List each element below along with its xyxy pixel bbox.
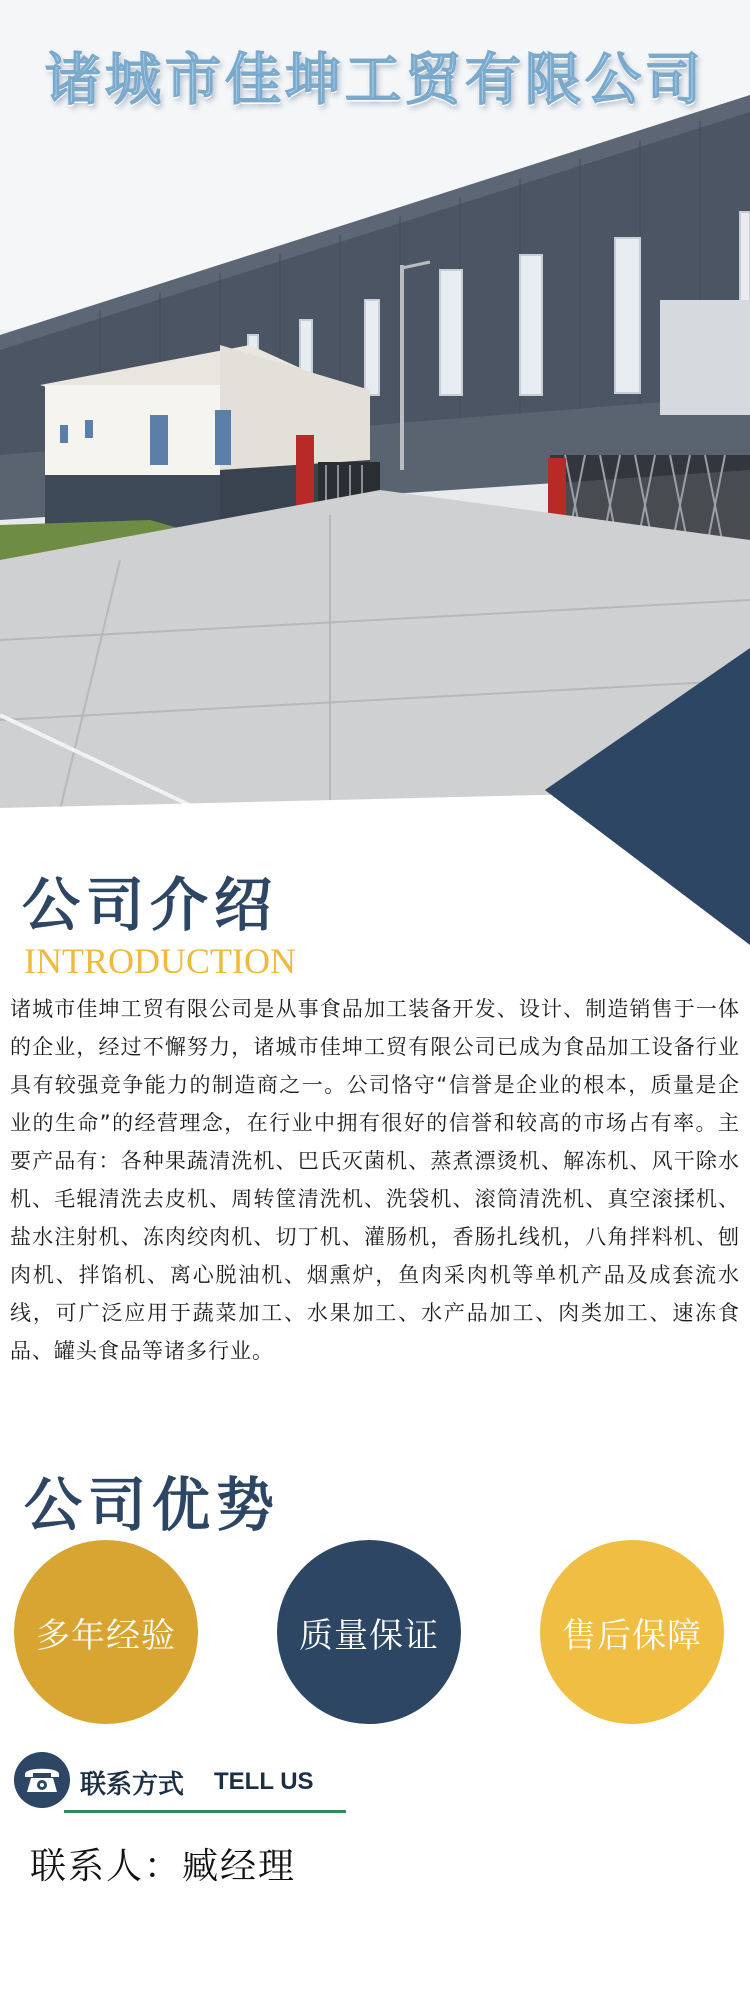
intro-subheading: INTRODUCTION bbox=[24, 941, 296, 981]
contact-header bbox=[14, 1752, 514, 1808]
contact-title: 联系方式 bbox=[80, 1770, 185, 1800]
advantage-after-sales bbox=[540, 1540, 724, 1724]
advantage-quality bbox=[277, 1540, 461, 1724]
advantage-label: 多年经验 bbox=[36, 1615, 176, 1656]
intro-heading: 公司介绍 bbox=[22, 871, 279, 939]
advantage-label: 质量保证 bbox=[299, 1615, 439, 1656]
advantages-heading: 公司优势 bbox=[24, 1471, 281, 1539]
intro-body: 诸城市佳坤工贸有限公司是从事食品加工装备开发、设计、制造销售于一体的企业，经过不懈努力，诸城市佳坤工贸有限公司已成为食品加工设备行业具有较强竞争能力的制造商之一。公司恪守“信誉是企业的根本，质量是企业的生命”的经营理念，在行业中拥有很好的信誉和较高的市场占有率。主要产品有：各种果蔬清洗机、巴氏灭菌机、蒸煮漂烫机、解冻机、风干除水机、毛辊清洗去皮机、周转筐清洗机、洗袋机、滚筒清洗机、真空滚揉机、盐水注射机、冻肉绞肉机、切丁机、灌肠机，香肠扎线机，八角拌料机、刨肉机、拌馅机、离心脱油机、烟熏炉，鱼肉采肉机等单机产品及成套流水线，可广泛应用于蔬菜加工、水果加工、水产品加工、肉类加工、速冻食品、罐头食品等诸多行业。 bbox=[10, 997, 740, 1363]
company-title: 诸城市佳坤工贸有限公司 bbox=[45, 48, 705, 113]
contact-person: 联系人：臧经理 bbox=[30, 1846, 297, 1887]
advantage-label: 售后保障 bbox=[562, 1615, 702, 1656]
phone-icon bbox=[14, 1752, 70, 1808]
advantage-experience bbox=[14, 1540, 198, 1724]
contact-divider bbox=[64, 1810, 346, 1813]
contact-title-en: TELL US bbox=[214, 1768, 314, 1795]
